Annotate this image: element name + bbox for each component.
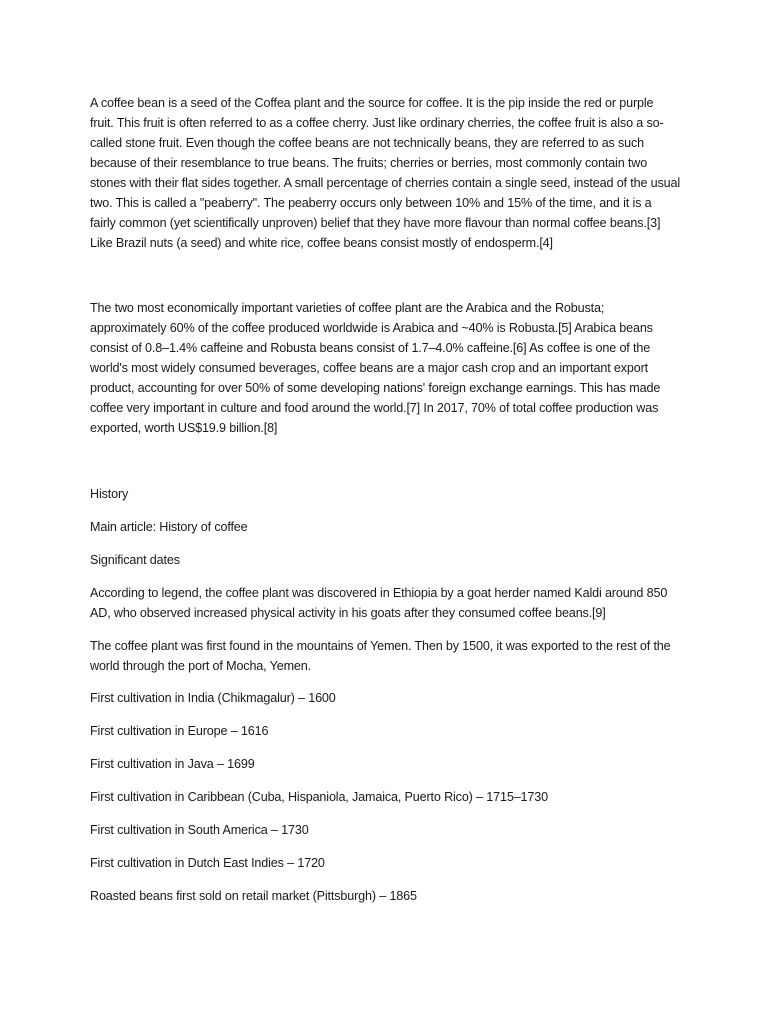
paragraph-yemen: The coffee plant was first found in the mountains of Yemen. Then by 1500, it was exported to the rest of the world through the port of Mocha, Yemen. <box>90 639 671 673</box>
paragraph-coffee-bean: A coffee bean is a seed of the Coffea plant and the source for coffee. It is the pip inside the red or purple fruit. This fruit is often referred to as a coffee cherry. Just like ordinary cherries, the coffee fruit is also a so-called stone fruit. Even though the coffee beans are not technically beans, they are referred to as such because of their resemblance to true beans. The fruits; cherries or berries, most commonly contain two stones with their flat sides together. A small percentage of cherries contain a single seed, instead of the usual two. This is called a "peaberry". The peaberry occurs only between 10% and 15% of the time, and it is a fairly common (yet scientifically unproven) belief that they have more flavour than normal coffee beans.[3] Like Brazil nuts (a seed) and white rice, coffee beans consist mostly of endosperm.[4] <box>90 96 681 250</box>
section-heading-history: History <box>90 487 129 501</box>
date-entry: First cultivation in Caribbean (Cuba, Hispaniola, Jamaica, Puerto Rico) – 1715–1730 <box>90 790 548 804</box>
section-heading-significant-dates: Significant dates <box>90 553 180 567</box>
date-entry: First cultivation in Dutch East Indies – 1720 <box>90 856 325 870</box>
paragraph-varieties: The two most economically important varieties of coffee plant are the Arabica and the Robusta; approximately 60% of the coffee produced worldwide is Arabica and ~40% is Robusta.[5] Arabica beans consist of 0.8–1.4% caffeine and Robusta beans consist of 1.7–4.0% caffeine.[6] As coffee is one of the world's most widely consumed beverages, coffee beans are a major cash crop and an important export product, accounting for over 50% of some developing nations' foreign exchange earnings. This has made coffee very important in culture and food around the world.[7] In 2017, 70% of total coffee production was exported, worth US$19.9 billion.[8] <box>90 301 661 435</box>
date-entry: First cultivation in Europe – 1616 <box>90 724 269 738</box>
main-article-note: Main article: History of coffee <box>90 520 248 534</box>
date-entry: First cultivation in South America – 1730 <box>90 823 309 837</box>
date-entry: First cultivation in Java – 1699 <box>90 757 255 771</box>
date-entry: Roasted beans first sold on retail market (Pittsburgh) – 1865 <box>90 889 417 903</box>
date-entry: First cultivation in India (Chikmagalur) – 1600 <box>90 691 336 705</box>
paragraph-legend: According to legend, the coffee plant was discovered in Ethiopia by a goat herder named Kaldi around 850 AD, who observed increased physical activity in his goats after they consumed coffee beans.[9] <box>90 586 668 620</box>
